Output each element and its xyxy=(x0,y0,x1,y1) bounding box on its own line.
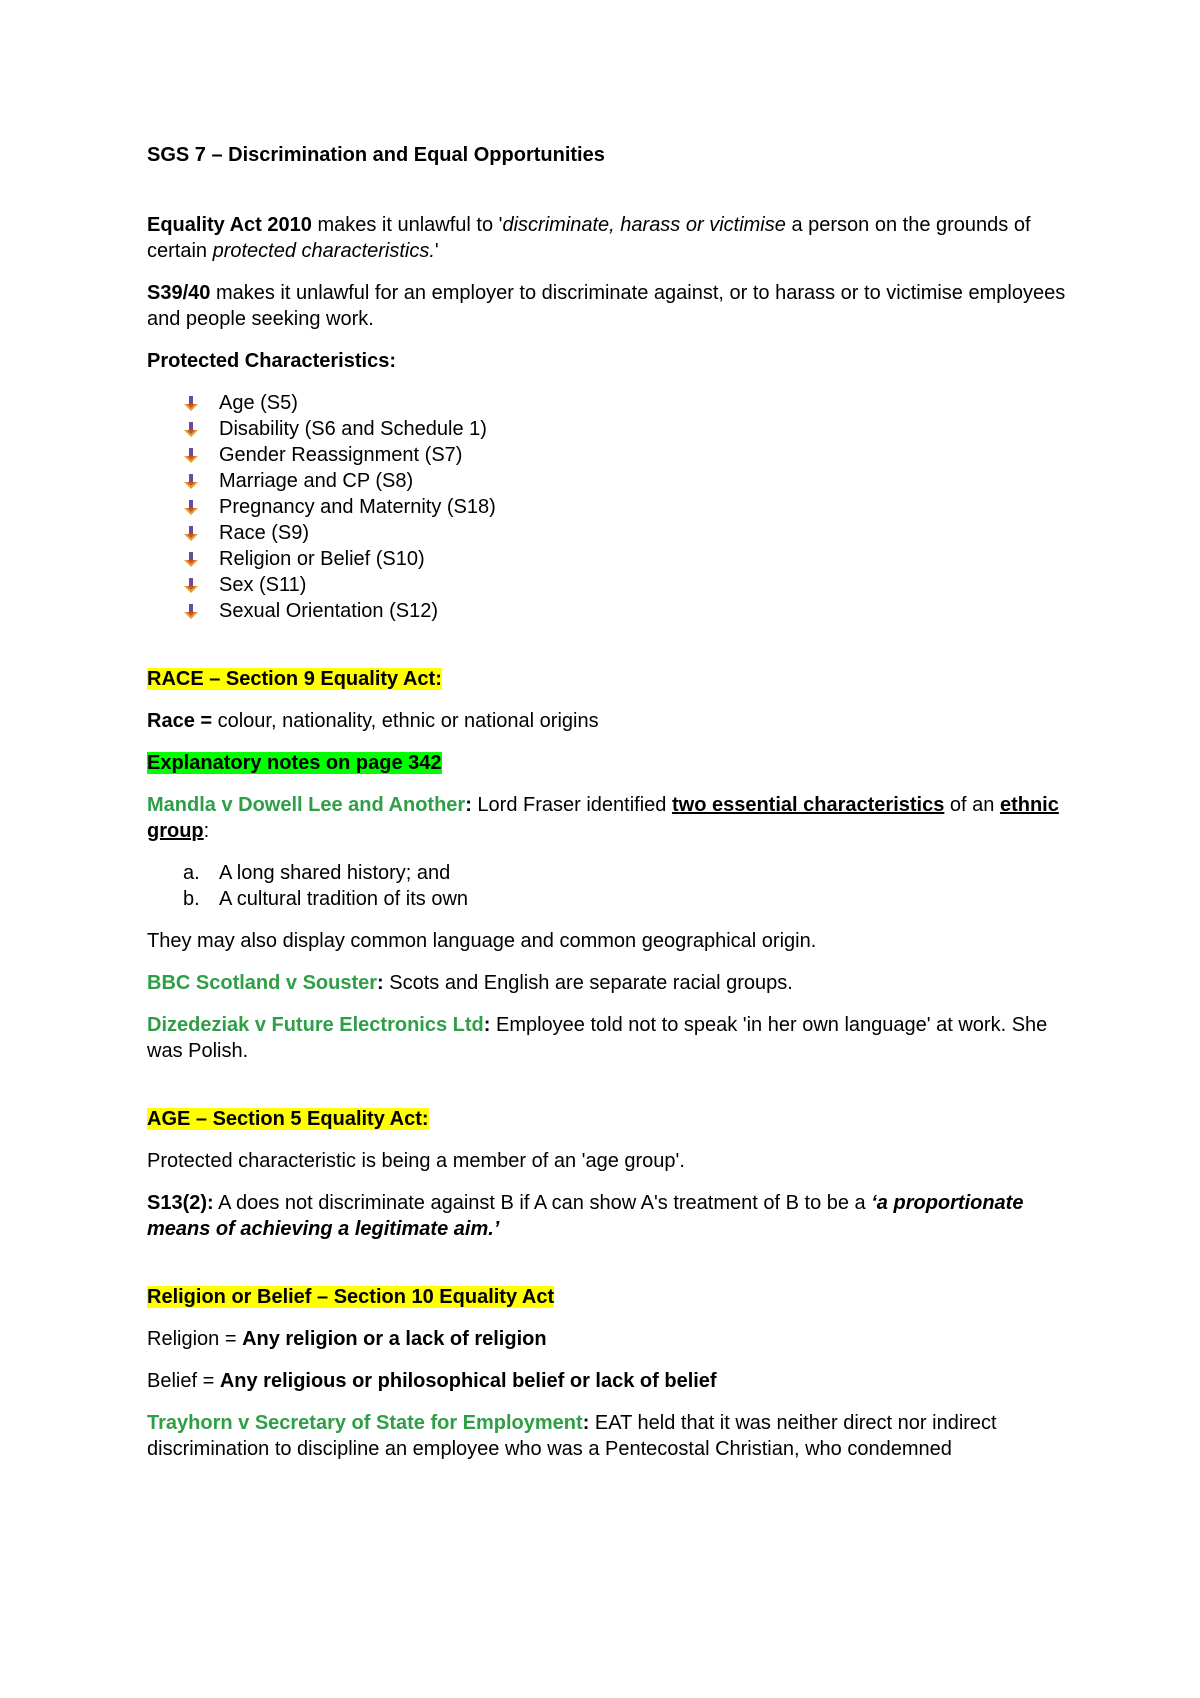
arrow-bullet-icon xyxy=(183,500,199,516)
page-title: SGS 7 – Discrimination and Equal Opportunities xyxy=(147,144,605,166)
list-item: b. A cultural tradition of its own xyxy=(183,888,469,910)
s13-paragraph: S13(2): A does not discriminate against B if A can show A's treatment of B to be a ‘a proportionate means of achieving a legitimate aim.’ xyxy=(147,1192,1024,1240)
list-item: Gender Reassignment (S7) xyxy=(183,442,1077,468)
dizedeziak-case-paragraph: Dizedeziak v Future Electronics Ltd: Employee told not to speak 'in her own language' at work. She was Polish. xyxy=(147,1014,1048,1062)
religion-definition: Religion = Any religion or a lack of religion xyxy=(147,1328,547,1350)
list-item: Race (S9) xyxy=(183,520,1077,546)
list-item: Age (S5) xyxy=(183,390,1077,416)
arrow-bullet-icon xyxy=(183,422,199,438)
list-item: Religion or Belief (S10) xyxy=(183,546,1077,572)
religion-heading: Religion or Belief – Section 10 Equality Act xyxy=(147,1286,555,1308)
list-item: a. A long shared history; and xyxy=(183,862,451,884)
protected-characteristics-list xyxy=(147,390,1077,624)
arrow-bullet-icon xyxy=(183,448,199,464)
age-paragraph: Protected characteristic is being a member of an 'age group'. xyxy=(147,1150,685,1172)
act-name: Equality Act 2010 xyxy=(147,214,312,236)
explanatory-notes: Explanatory notes on page 342 xyxy=(147,752,442,774)
race-heading: RACE – Section 9 Equality Act: xyxy=(147,668,442,690)
list-item: Sexual Orientation (S12) xyxy=(183,598,1077,624)
arrow-bullet-icon xyxy=(183,604,199,620)
arrow-bullet-icon xyxy=(183,526,199,542)
arrow-bullet-icon xyxy=(183,474,199,490)
mandla-case-paragraph: Mandla v Dowell Lee and Another: Lord Fraser identified two essential characteristics of an ethnic group: xyxy=(147,794,1059,842)
protected-heading: Protected Characteristics: xyxy=(147,350,396,372)
bbc-case-paragraph: BBC Scotland v Souster: Scots and English are separate racial groups. xyxy=(147,972,793,994)
belief-definition: Belief = Any religious or philosophical belief or lack of belief xyxy=(147,1370,717,1392)
list-item: Disability (S6 and Schedule 1) xyxy=(183,416,1077,442)
arrow-bullet-icon xyxy=(183,396,199,412)
case-name: Mandla v Dowell Lee and Another xyxy=(147,794,466,816)
arrow-bullet-icon xyxy=(183,552,199,568)
intro-paragraph: Equality Act 2010 makes it unlawful to 'discriminate, harass or victimise a person on the grounds of certain protected characteristics.' xyxy=(147,214,1031,262)
ethnic-group-characteristics-list xyxy=(147,860,1077,912)
trayhorn-case-paragraph: Trayhorn v Secretary of State for Employment: EAT held that it was neither direct nor indirect discrimination to discipline an employee who was a Pentecostal Christian, who condemned xyxy=(147,1412,997,1460)
race-also-paragraph: They may also display common language and common geographical origin. xyxy=(147,930,817,952)
case-name: Dizedeziak v Future Electronics Ltd xyxy=(147,1014,484,1036)
s39-40-paragraph: S39/40 makes it unlawful for an employer to discriminate against, or to harass or to victimise employees and people seeking work. xyxy=(147,282,1066,330)
list-item: Sex (S11) xyxy=(183,572,1077,598)
arrow-bullet-icon xyxy=(183,578,199,594)
race-definition: Race = colour, nationality, ethnic or national origins xyxy=(147,710,599,732)
list-item: Marriage and CP (S8) xyxy=(183,468,1077,494)
document-body xyxy=(147,142,1077,1478)
age-heading: AGE – Section 5 Equality Act: xyxy=(147,1108,429,1130)
case-name: Trayhorn v Secretary of State for Employment xyxy=(147,1412,583,1434)
list-item: Pregnancy and Maternity (S18) xyxy=(183,494,1077,520)
case-name: BBC Scotland v Souster xyxy=(147,972,378,994)
